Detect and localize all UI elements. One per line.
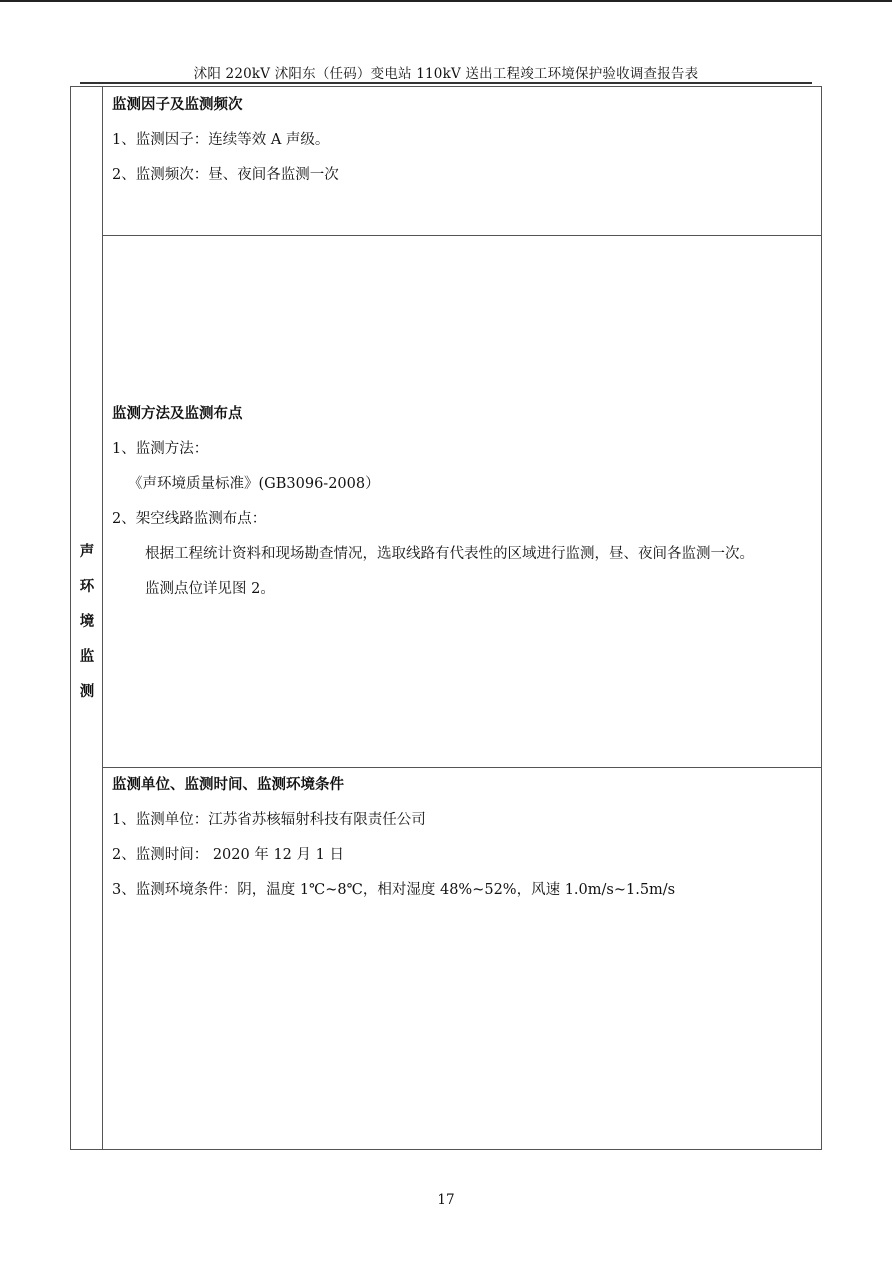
text-line: 2、架空线路监测布点： <box>112 511 267 527</box>
header-rule <box>80 82 812 84</box>
page-number: 17 <box>437 1192 455 1208</box>
section-heading: 监测单位、监测时间、监测环境条件 <box>112 777 344 793</box>
text-line: 1、监测方法： <box>112 441 209 457</box>
side-label-char: 境 <box>79 614 95 630</box>
side-label-column <box>71 87 103 1149</box>
text-line: 1、监测因子：连续等效 A 声级。 <box>112 132 330 148</box>
side-label <box>71 535 103 710</box>
section-heading: 监测因子及监测频次 <box>112 97 243 113</box>
section-monitoring-factors <box>103 87 822 236</box>
text-line: 根据工程统计资料和现场勘查情况，选取线路有代表性的区域进行监测，昼、夜间各监测一次。 <box>145 546 754 562</box>
side-label-char: 声 <box>79 544 95 560</box>
side-label-char: 监 <box>79 649 95 665</box>
text-line: 监测点位详见图 2。 <box>145 581 275 597</box>
text-line: 3、监测环境条件：阴，温度 1℃~8℃，相对湿度 48%~52%，风速 1.0m/s~1.5m/s <box>112 882 676 898</box>
section-monitoring-methods <box>103 236 822 768</box>
text-line: 《声环境质量标准》(GB3096-2008） <box>128 476 380 492</box>
side-label-char: 测 <box>79 684 95 700</box>
top-border-rule <box>0 0 892 2</box>
section-heading: 监测方法及监测布点 <box>112 406 243 422</box>
text-line: 2、监测频次：昼、夜间各监测一次 <box>112 167 339 183</box>
text-line: 1、监测单位：江苏省苏核辐射科技有限责任公司 <box>112 812 426 828</box>
section-monitoring-conditions <box>103 768 822 1150</box>
side-label-char: 环 <box>79 579 95 595</box>
report-header-title: 沭阳 220kV 沭阳东（任码）变电站 110kV 送出工程竣工环境保护验收调查报告表 <box>193 66 699 82</box>
report-table <box>70 86 822 1150</box>
text-line: 2、监测时间： 2020 年 12 月 1 日 <box>112 847 344 863</box>
